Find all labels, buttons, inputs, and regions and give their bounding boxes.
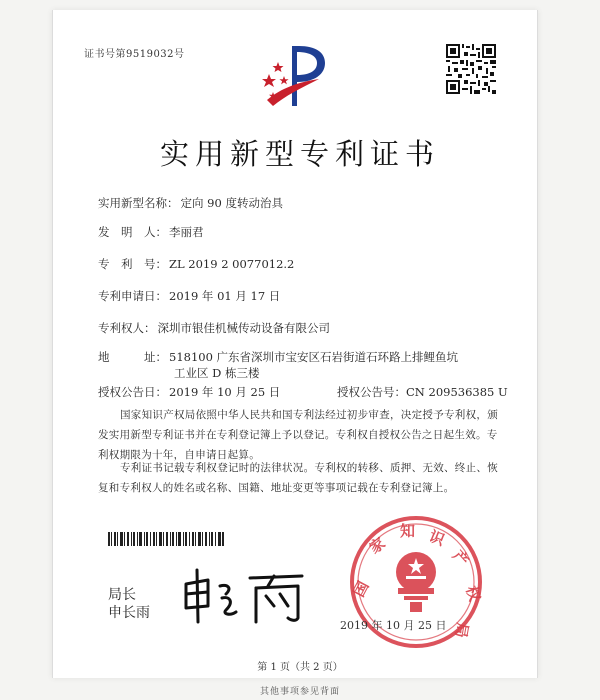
page-title: 实用新型专利证书 (159, 137, 440, 171)
field-value: ZL 2019 2 0077012.2 (169, 257, 295, 271)
svg-text:国: 国 (349, 578, 373, 600)
field-label: 专利权人： (98, 321, 156, 335)
field-value: 深圳市银佳机械传动设备有限公司 (157, 321, 330, 335)
field-value: 2019 年 01 月 17 日 (169, 289, 281, 303)
svg-text:权: 权 (462, 583, 484, 604)
field-value: 518100 广东省深圳市宝安区石岩街道石环路上排鲤鱼坑 (169, 350, 459, 364)
director-name: 申长雨 (108, 605, 150, 621)
field-value: 李丽君 (169, 225, 204, 239)
footer-note: 其他事项参见背面 (259, 687, 340, 697)
qr-code-icon[interactable] (446, 44, 496, 94)
field-label: 授权公告日： (98, 385, 167, 399)
patentee-row (98, 320, 330, 336)
svg-text:知: 知 (400, 522, 416, 540)
handwritten-signature (178, 566, 308, 626)
certificate-number: 证书号第9519032号 (84, 49, 185, 60)
field-label: 发 明 人： (98, 225, 167, 239)
address-row (98, 349, 458, 365)
grant-date-row (98, 384, 280, 400)
inventor-row (98, 224, 204, 240)
address-line-2: 工业区 D 栋三楼 (174, 366, 260, 380)
cnipa-logo-icon (259, 36, 329, 116)
field-value: CN 209536385 U (406, 385, 508, 399)
statement-paragraph-1: 国家知识产权局依照中华人民共和国专利法经过初步审查，决定授予专利权，颁发实用新型专利证书并在专利登记簿上予以登记。专利权自授权公告之日起生效。专利权期限为十年，自申请日起算。 (98, 409, 498, 461)
field-label: 实用新型名称： (98, 196, 179, 210)
field-label: 授权公告号： (337, 385, 406, 399)
svg-text:家: 家 (365, 533, 389, 558)
seal-date: 2019 年 10 月 25 日 (340, 619, 447, 632)
statement-paragraph-2: 专利证书记载专利权登记时的法律状况。专利权的转移、质押、无效、终止、恢复和专利权人的姓名或名称、国籍、地址变更等事项记载在专利登记簿上。 (98, 462, 498, 494)
field-label: 地 址： (98, 350, 167, 364)
svg-text:局: 局 (451, 621, 472, 640)
utility-model-name-row (98, 195, 283, 211)
barcode-icon (108, 532, 224, 546)
page-number: 第 1 页（共 2 页） (257, 662, 343, 673)
field-label: 专利申请日： (98, 289, 167, 303)
field-label: 专 利 号： (98, 257, 167, 271)
svg-text:识: 识 (426, 527, 448, 550)
patent-number-row (98, 256, 294, 272)
field-value: 2019 年 10 月 25 日 (169, 385, 281, 399)
filing-date-row (98, 288, 280, 304)
field-value: 定向 90 度转动治具 (180, 196, 283, 210)
svg-text:产: 产 (449, 546, 473, 570)
grant-number (337, 384, 508, 400)
director-title: 局长 (108, 587, 136, 603)
